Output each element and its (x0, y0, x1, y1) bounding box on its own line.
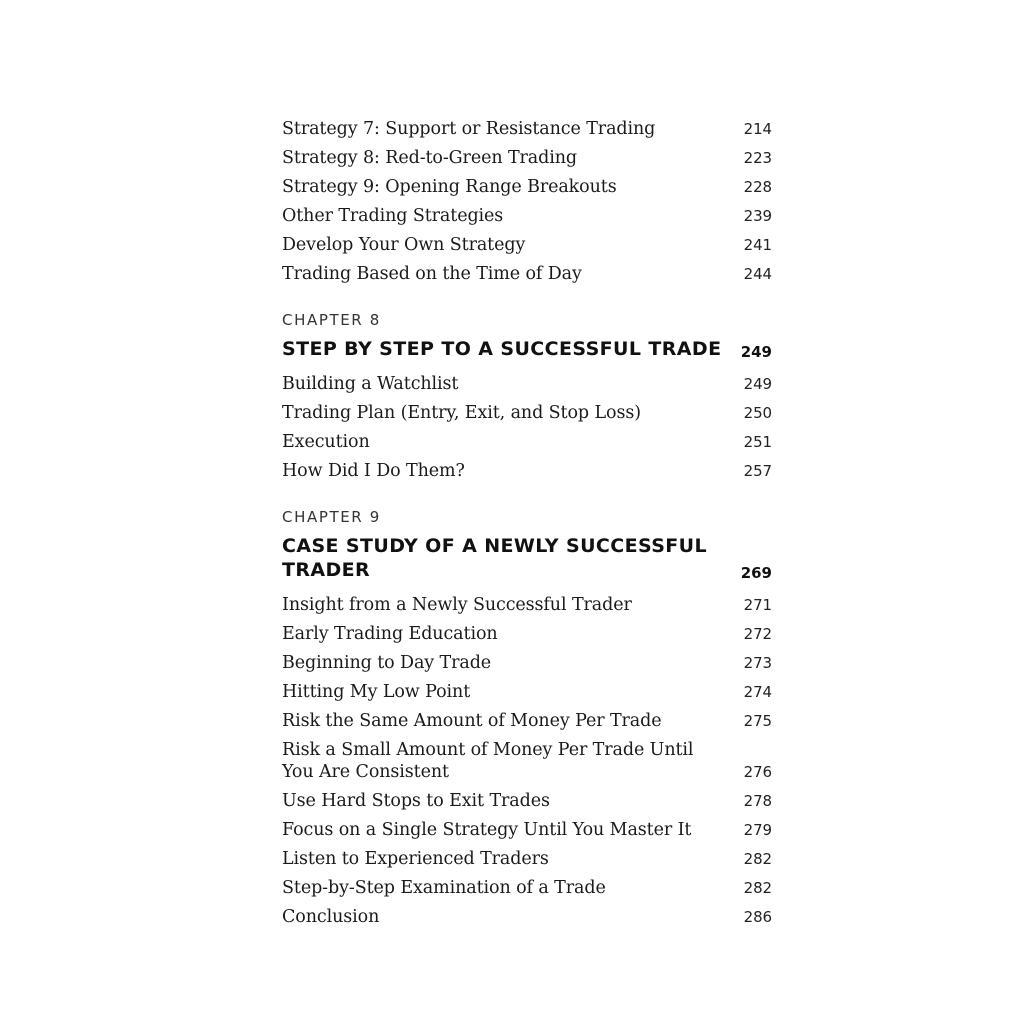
toc-entry-title: Strategy 7: Support or Resistance Trading (282, 119, 656, 139)
chapter-title: CASE STUDY OF A NEWLY SUCCESSFUL TRADER (282, 535, 707, 581)
chapter-page: 249 (740, 343, 772, 361)
toc-entry[interactable] (282, 118, 772, 140)
toc-entry[interactable] (282, 877, 772, 899)
toc-entry-page: 257 (743, 462, 772, 480)
toc-entry-page: 251 (743, 433, 772, 451)
toc-entry[interactable] (282, 373, 772, 395)
toc-entry[interactable] (282, 205, 772, 227)
toc-entry-title: Execution (282, 432, 370, 452)
toc-entry[interactable] (282, 790, 772, 812)
toc-entry-page: 250 (743, 404, 772, 422)
toc-entry[interactable] (282, 819, 772, 841)
toc-entry[interactable] (282, 739, 772, 783)
toc-entry-page: 273 (743, 654, 772, 672)
toc-entry[interactable] (282, 710, 772, 732)
toc-entry-title: Develop Your Own Strategy (282, 235, 526, 255)
chapter-heading[interactable] (282, 337, 772, 361)
toc-entry-page: 228 (743, 178, 772, 196)
chapter-page: 269 (740, 564, 772, 582)
toc-entry-title: Listen to Experienced Traders (282, 849, 549, 869)
toc-entry-title: Risk the Same Amount of Money Per Trade (282, 711, 662, 731)
toc-entry[interactable] (282, 460, 772, 482)
chapter-title: STEP BY STEP TO A SUCCESSFUL TRADE (282, 338, 722, 360)
toc-entry[interactable] (282, 848, 772, 870)
toc-entry-page: 282 (743, 879, 772, 897)
toc-entry-page: 239 (743, 207, 772, 225)
chapter-label: CHAPTER 8 (282, 311, 381, 329)
toc-entry-title: Other Trading Strategies (282, 206, 504, 226)
toc-entry-page: 272 (743, 625, 772, 643)
toc-entry-title: Risk a Small Amount of Money Per Trade Until You Are Consistent (282, 740, 694, 782)
toc-entry[interactable] (282, 431, 772, 453)
toc-entry[interactable] (282, 263, 772, 285)
toc-entry-page: 214 (743, 120, 772, 138)
toc-entry-page: 244 (743, 265, 772, 283)
toc-entry-page: 241 (743, 236, 772, 254)
toc-entry-title: Strategy 9: Opening Range Breakouts (282, 177, 617, 197)
toc-entry-page: 271 (743, 596, 772, 614)
toc-entry-page: 249 (743, 375, 772, 393)
table-of-contents (282, 118, 772, 935)
toc-entry[interactable] (282, 906, 772, 928)
toc-entry-title: Building a Watchlist (282, 374, 459, 394)
toc-entry-title: Beginning to Day Trade (282, 653, 492, 673)
toc-entry-title: Focus on a Single Strategy Until You Master It (282, 820, 692, 840)
chapter-8-section (282, 311, 772, 482)
toc-entry-title: Conclusion (282, 907, 380, 927)
toc-entry-page: 278 (743, 792, 772, 810)
toc-entry-page: 282 (743, 850, 772, 868)
toc-entry-page: 286 (743, 908, 772, 926)
chapter7-entries (282, 118, 772, 285)
chapter-9-section (282, 508, 772, 928)
toc-entry-page: 274 (743, 683, 772, 701)
toc-entry[interactable] (282, 402, 772, 424)
toc-entry-title: Step-by-Step Examination of a Trade (282, 878, 606, 898)
toc-entry[interactable] (282, 234, 772, 256)
toc-entry-title: Trading Based on the Time of Day (282, 264, 582, 284)
toc-entry-title: Early Trading Education (282, 624, 498, 644)
toc-entry[interactable] (282, 681, 772, 703)
toc-entry-page: 223 (743, 149, 772, 167)
chapter-label: CHAPTER 9 (282, 508, 381, 526)
toc-entry-page: 276 (743, 763, 772, 781)
toc-entry-title: Hitting My Low Point (282, 682, 471, 702)
toc-entry-title: How Did I Do Them? (282, 461, 465, 481)
toc-entry-title: Insight from a Newly Successful Trader (282, 595, 632, 615)
chapter-heading[interactable] (282, 534, 772, 582)
toc-entry[interactable] (282, 176, 772, 198)
toc-entry[interactable] (282, 623, 772, 645)
toc-entry-title: Trading Plan (Entry, Exit, and Stop Loss) (282, 403, 641, 423)
toc-entry[interactable] (282, 652, 772, 674)
toc-entry-title: Use Hard Stops to Exit Trades (282, 791, 550, 811)
toc-entry[interactable] (282, 594, 772, 616)
toc-entry[interactable] (282, 147, 772, 169)
toc-entry-page: 275 (743, 712, 772, 730)
toc-entry-title: Strategy 8: Red-to-Green Trading (282, 148, 578, 168)
toc-entry-page: 279 (743, 821, 772, 839)
